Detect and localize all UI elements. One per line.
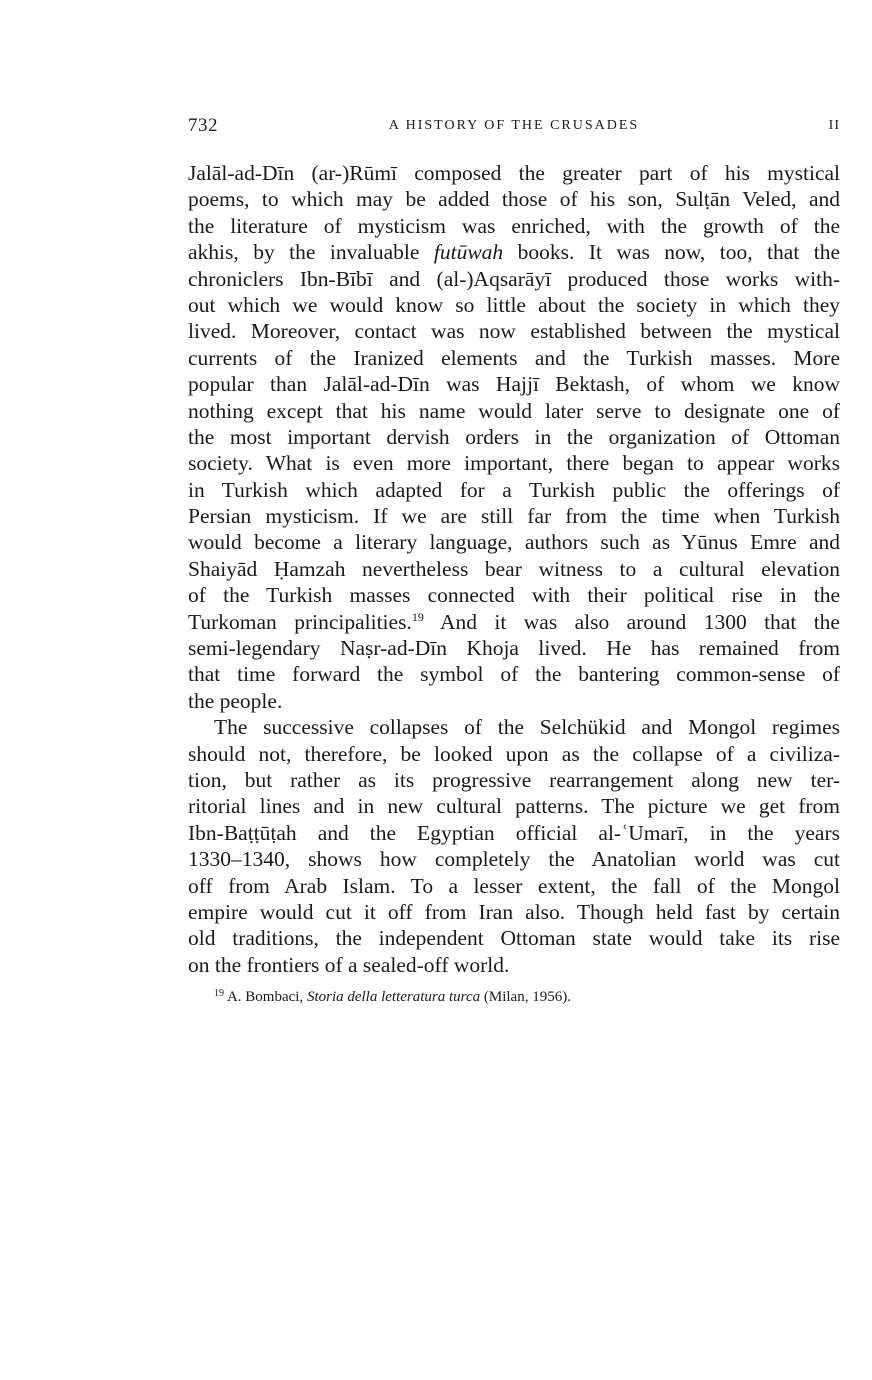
text-line: Ibn-Baṭṭūṭah and the Egyptian official al-ʿUmarī, in the years	[188, 820, 840, 845]
footnote-number: 19	[214, 988, 224, 999]
text-segment: akhis, by the invaluable	[188, 240, 420, 265]
text-segment: And it was also around 1300 that the	[440, 609, 840, 634]
body-text	[188, 160, 840, 978]
text-line: the people.	[188, 688, 283, 713]
text-line: that time forward the symbol of the bantering common-sense of	[188, 662, 840, 687]
text-line: chroniclers Ibn-Bībī and (al-)Aqsarāyī produced those works with-	[188, 266, 840, 291]
text-line: poems, to which may be added those of his son, Sulṭān Veled, and	[188, 187, 840, 212]
paragraph-1	[188, 160, 840, 714]
text-line: would become a literary language, authors such as Yūnus Emre and	[188, 530, 840, 555]
text-line: the most important dervish orders in the organization of Ottoman	[188, 424, 840, 449]
text-line: society. What is even more important, there began to appear works	[188, 451, 840, 476]
text-line: Persian mysticism. If we are still far from the time when Turkish	[188, 504, 840, 529]
footnote-publication: (Milan, 1956).	[483, 989, 571, 1005]
text-line: of the Turkish masses connected with their political rise in the	[188, 583, 840, 608]
italic-term: futūwah	[433, 240, 504, 265]
text-line: nothing except that his name would later serve to designate one of	[188, 398, 840, 423]
text-line: off from Arab Islam. To a lesser extent, the fall of the Mongol	[188, 873, 840, 898]
text-line: popular than Jalāl-ad-Dīn was Hajjī Bektash, of whom we know	[188, 372, 840, 397]
text-line: 1330–1340, shows how completely the Anatolian world was cut	[188, 847, 840, 872]
text-segment: Turkoman principalities.	[188, 609, 412, 634]
page-number: 732	[188, 115, 218, 136]
text-line: on the frontiers of a sealed-off world.	[188, 952, 510, 977]
text-line: semi-legendary Naṣr-ad-Dīn Khoja lived. He has remained from	[188, 636, 840, 661]
footnote-reference: 19	[411, 609, 424, 624]
text-line: the literature of mysticism was enriched, with the growth of the	[188, 213, 840, 238]
running-head	[188, 115, 840, 140]
paragraph-2	[188, 714, 840, 978]
footnote-author: A. Bombaci,	[226, 989, 304, 1005]
text-line: The successive collapses of the Selchükid and Mongol regimes	[214, 715, 840, 740]
text-segment: books. It was now, too, that the	[517, 240, 841, 265]
footnote-book-title: Storia della letteratura turca	[306, 989, 481, 1005]
text-line: out which we would know so little about the society in which they	[188, 292, 840, 317]
text-line: old traditions, the independent Ottoman state would take its rise	[188, 926, 840, 951]
footnote	[214, 987, 840, 1007]
volume-number: II	[828, 118, 840, 133]
text-line	[188, 609, 840, 635]
text-line: tion, but rather as its progressive rearrangement along new ter-	[188, 767, 840, 792]
text-line: Jalāl-ad-Dīn (ar-)Rūmī composed the greater part of his mystical	[188, 161, 840, 185]
running-title: A HISTORY OF THE CRUSADES	[388, 118, 640, 133]
text-line: lived. Moreover, contact was now established between the mystical	[188, 319, 840, 344]
text-line	[188, 239, 840, 265]
text-line: Shaiyād Ḥamzah nevertheless bear witness to a cultural elevation	[188, 556, 840, 581]
text-line: empire would cut it off from Iran also. Though held fast by certain	[188, 899, 840, 924]
text-line: currents of the Iranized elements and the Turkish masses. More	[188, 345, 840, 370]
text-line: ritorial lines and in new cultural patterns. The picture we get from	[188, 794, 840, 819]
text-line: in Turkish which adapted for a Turkish public the offerings of	[188, 477, 840, 502]
text-line: should not, therefore, be looked upon as the collapse of a civiliza-	[188, 741, 840, 766]
